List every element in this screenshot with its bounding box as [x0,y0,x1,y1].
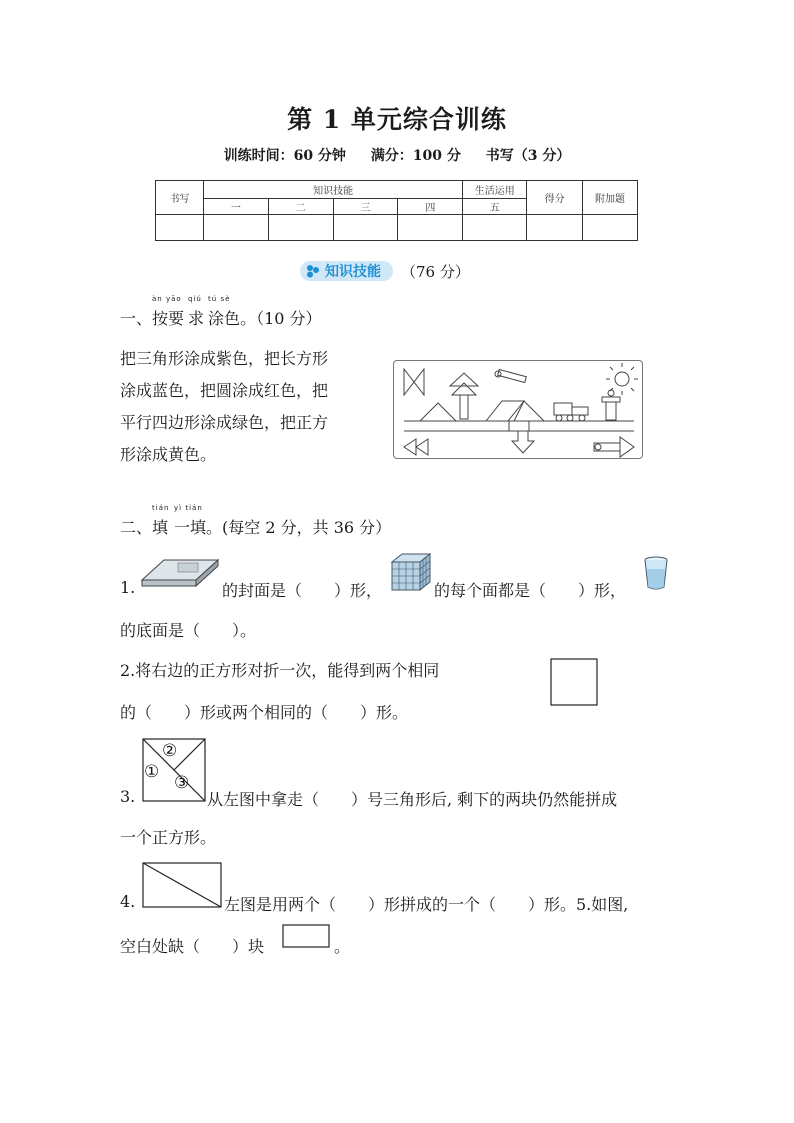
col-5: 五 [463,199,527,215]
book-icon [140,558,220,590]
item1-text-c: 的底面是（ ）。 [120,621,257,640]
pinyin: yì tián [174,504,203,512]
item4-text-a: 左图是用两个（ ）形拼成的一个（ ）形。5.如图, [224,895,629,914]
score-cell[interactable] [268,215,333,241]
full-score: 满分：100 分 [370,148,461,164]
item4-text-b: 空白处缺（ ）块 [120,937,265,956]
item3-text-a: 从左图中拿走（ ）号三角形后, 剩下的两块仍然能拼成 [207,790,618,809]
item4-end: 。 [334,937,351,956]
pinyin: qiú [188,295,202,303]
col-2: 二 [268,199,333,215]
item3-number: 3. [120,787,136,806]
page-title: 第 1 单元综合训练 [287,105,507,134]
cup-icon [642,555,670,591]
writing-score: 书写（3 分） [485,148,571,164]
item3-text-b: 一个正方形。 [120,828,217,847]
coloring-picture[interactable] [393,360,643,459]
triangle-label-1: ① [144,762,160,782]
score-table [155,180,638,241]
q1-line: 把三角形涂成紫色，把长方形 [120,349,329,368]
rectangle-figure [142,862,222,908]
q1-line: 涂成蓝色，把圆涂成红色，把 [120,381,329,400]
col-1: 一 [203,199,268,215]
item1-text-b: 的每个面都是（ ）形， [434,581,627,600]
q1-word: 求 [188,309,205,328]
section-icon [306,264,320,278]
header-skills: 知识技能 [203,181,462,199]
item2-text-a: 2.将右边的正方形对折一次，能得到两个相同 [120,661,440,680]
section-badge [300,260,470,282]
pinyin: tián [152,504,170,512]
score-cell[interactable] [203,215,268,241]
q1-instructions [120,343,370,471]
exam-time: 训练时间：60 分钟 [223,148,346,164]
q1-word: 涂色 [208,309,241,328]
q2-suffix: 。(每空 2 分，共 36 分） [206,518,392,537]
header-bonus: 附加题 [583,181,638,215]
q2-prefix: 二、 [120,518,153,537]
score-cell[interactable] [333,215,398,241]
q1-suffix: 。（10 分） [240,309,322,328]
q2-heading [120,504,392,538]
q2-word: 填 [152,518,169,537]
triangle-label-3: ③ [174,773,190,793]
score-cell[interactable] [527,215,583,241]
page-subtitle [0,145,794,165]
score-cell[interactable] [156,215,204,241]
score-cell[interactable] [463,215,527,241]
header-life: 生活运用 [463,181,527,199]
score-cell[interactable] [583,215,638,241]
small-rectangle [282,924,330,948]
q2-word: 一填 [174,518,207,537]
square-figure [550,658,598,706]
q1-line: 平行四边形涂成绿色，把正方 [120,413,329,432]
pinyin: tú sè [208,295,231,303]
score-cell[interactable] [398,215,463,241]
col-3: 三 [333,199,398,215]
cube-icon [390,552,432,592]
item1-number: 1. [120,578,136,597]
item2-text-b: 的（ ）形或两个相同的（ ）形。 [120,703,409,722]
header-score: 得分 [527,181,583,215]
q1-word: 按要 [152,309,185,328]
q1-prefix: 一、 [120,309,153,328]
section-points: （76 分） [401,262,470,281]
q1-line: 形涂成黄色。 [120,445,217,464]
col-4: 四 [398,199,463,215]
header-writing: 书写 [156,181,204,215]
triangle-label-2: ② [162,741,178,761]
section-pill [300,261,393,281]
q1-heading [120,295,322,329]
item4-number: 4. [120,892,136,911]
item1-text-a: 的封面是（ ）形， [222,581,383,600]
pinyin: àn yāo [152,295,182,303]
section-label: 知识技能 [325,264,381,280]
